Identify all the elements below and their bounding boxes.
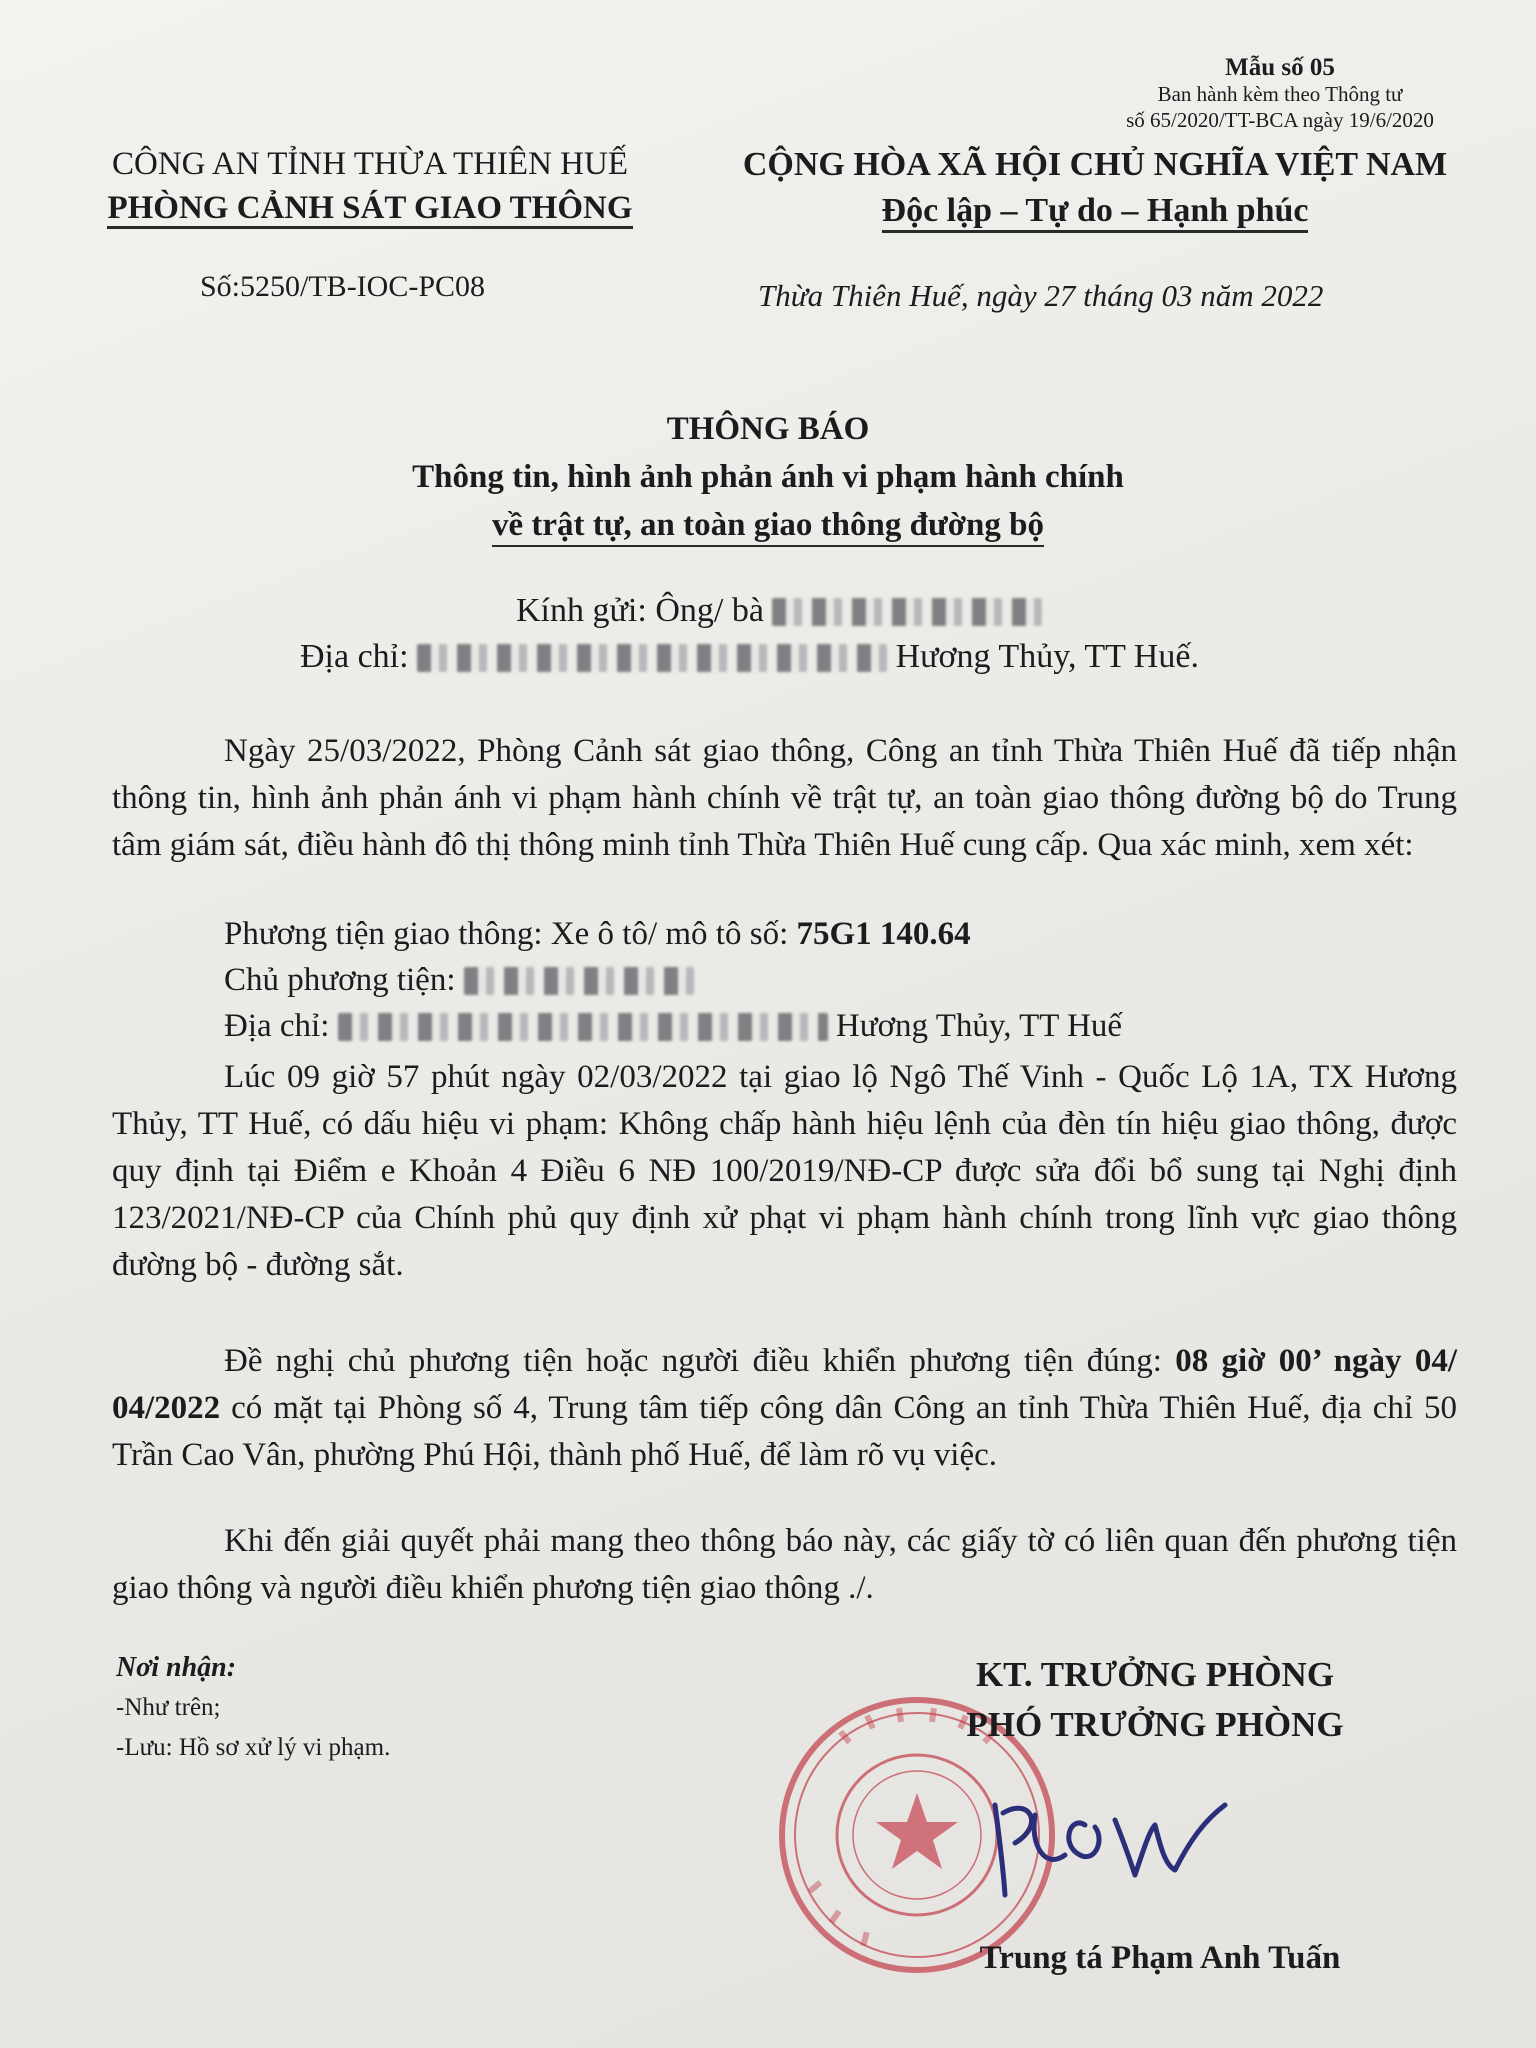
address-label: Địa chỉ:: [300, 638, 409, 675]
form-circular-ref: số 65/2020/TT-BCA ngày 19/6/2020: [1126, 108, 1434, 132]
redacted-owner-address: [338, 1013, 828, 1041]
title-sub-2: về trật tự, an toàn giao thông đường bộ: [492, 505, 1044, 547]
document-number: Số:5250/TB-IOC-PC08: [200, 270, 486, 303]
nation-motto: Độc lập – Tự do – Hạnh phúc: [882, 192, 1309, 233]
recipients-item-1: -Như trên;: [116, 1694, 221, 1721]
vehicle-label: Phương tiện giao thông: Xe ô tô/ mô tô số:: [224, 916, 789, 952]
owner-label: Chủ phương tiện:: [224, 962, 456, 998]
violation-paragraph: [112, 1054, 1457, 1289]
document-title: [0, 405, 1536, 549]
recipient-salutation: [516, 592, 1042, 630]
redacted-name: [772, 598, 1042, 626]
nation-name: CỘNG HÒA XÃ HỘI CHỦ NGHĨA VIỆT NAM: [742, 146, 1448, 183]
owner-line: [224, 962, 694, 999]
stamp-star-icon: [876, 1793, 958, 1869]
form-number: Mẫu số 05: [1225, 54, 1335, 81]
date-line: Thừa Thiên Huế, ngày 27 tháng 03 năm 2022: [758, 278, 1324, 313]
national-heading: [695, 142, 1495, 234]
owner-address-visible: Hương Thủy, TT Huế: [835, 1008, 1123, 1044]
signer-title-1: KT. TRƯỞNG PHÒNG: [975, 1655, 1335, 1694]
closing-text: Khi đến giải quyết phải mang theo thông báo này, các giấy tờ có liên quan đến phương tiện giao thông và người điều khiển phương tiện giao thông ./.: [112, 1523, 1457, 1606]
recipient-address: [300, 638, 1199, 676]
agency-line-2: PHÒNG CẢNH SÁT GIAO THÔNG: [107, 190, 632, 229]
vehicle-plate: 75G1 140.64: [796, 916, 971, 952]
form-reference: [1060, 55, 1500, 133]
recipients-note: [116, 1648, 390, 1768]
request-pre: Đề nghị chủ phương tiện hoặc người điều khiển phương tiện đúng:: [224, 1343, 1162, 1379]
issuing-agency: [70, 142, 670, 230]
form-issued-with: Ban hành kèm theo Thông tư: [1157, 82, 1403, 106]
owner-address-line: [224, 1008, 1122, 1045]
violation-text: Lúc 09 giờ 57 phút ngày 02/03/2022 tại giao lộ Ngô Thế Vinh - Quốc Lộ 1A, TX Hương Thủy, TT Huế, có dấu hiệu vi phạm: Không chấp hành hiệu lệnh của đèn tín hiệu giao thông, được quy định tại Điểm e Khoản 4 Điều 6 NĐ 100/2019/NĐ-CP được sửa đổi bổ sung tại Nghị định 123/2021/NĐ-CP của Chính phủ quy định xử phạt vi phạm hành chính trong lĩnh vực giao thông đường bộ - đường sắt.: [112, 1059, 1457, 1283]
owner-address-label: Địa chỉ:: [224, 1008, 330, 1044]
recipients-heading: Nơi nhận:: [116, 1652, 237, 1683]
request-post: có mặt tại Phòng số 4, Trung tâm tiếp công dân Công an tỉnh Thừa Thiên Huế, địa chỉ 50 Trần Cao Vân, phường Phú Hội, thành phố Huế, để làm rõ vụ việc.: [112, 1390, 1457, 1473]
para1-text: Ngày 25/03/2022, Phòng Cảnh sát giao thông, Công an tỉnh Thừa Thiên Huế đã tiếp nhận thông tin, hình ảnh phản ánh vi phạm hành chính về trật tự, an toàn giao thông đường bộ do Trung tâm giám sát, điều hành đô thị thông minh tỉnh Thừa Thiên Huế cung cấp. Qua xác minh, xem xét:: [112, 733, 1457, 863]
signature: [975, 1785, 1235, 1910]
request-paragraph: [112, 1338, 1457, 1479]
address-visible: Hương Thủy, TT Huế.: [895, 638, 1199, 675]
vehicle-line: [224, 916, 971, 953]
redacted-owner: [464, 967, 694, 995]
salutation-label: Kính gửi: Ông/ bà: [516, 592, 764, 629]
closing-paragraph: [112, 1518, 1457, 1612]
signer-name: Trung tá Phạm Anh Tuấn: [979, 1940, 1341, 1976]
title-main: THÔNG BÁO: [666, 411, 870, 447]
signer-title-2: PHÓ TRƯỞNG PHÒNG: [966, 1705, 1344, 1744]
agency-line-1: CÔNG AN TỈNH THỪA THIÊN HUẾ: [111, 146, 628, 182]
request-time: 08 giờ 00’ ngày 04/ 04/2022: [112, 1343, 1457, 1426]
redacted-address: [417, 644, 887, 672]
title-sub-1: Thông tin, hình ảnh phản ánh vi phạm hành chính: [412, 459, 1124, 495]
signer-block: [870, 1650, 1440, 1750]
recipients-item-2: -Lưu: Hồ sơ xử lý vi phạm.: [116, 1734, 391, 1761]
body-paragraph-1: [112, 728, 1457, 869]
